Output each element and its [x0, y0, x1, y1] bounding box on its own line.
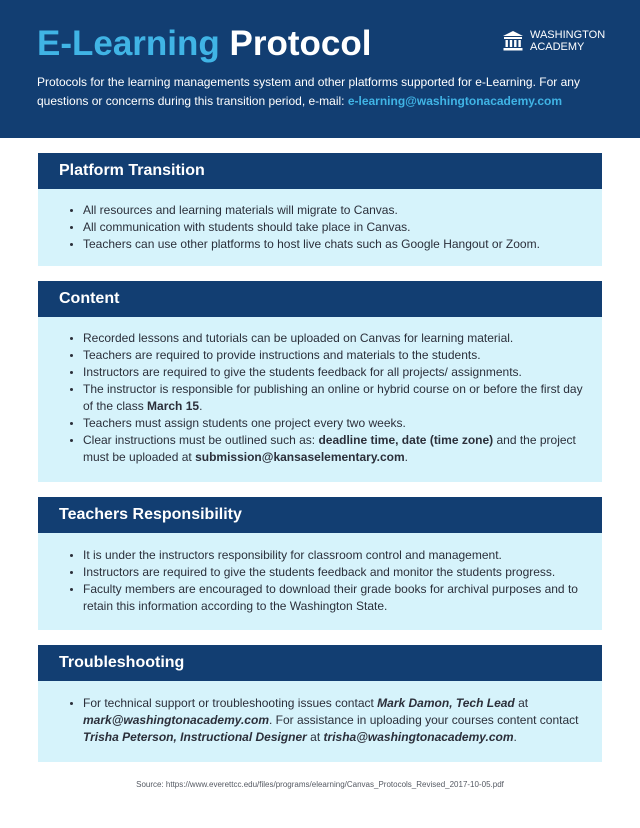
page-title: [37, 22, 371, 66]
item-bold: March 15: [147, 399, 200, 413]
list-item: • Teachers can use other platforms to host live chats such as Google Hangout or Zoom.: [83, 236, 586, 253]
section-title: Content: [38, 281, 602, 317]
bullet-list: [38, 317, 602, 466]
intro-text: Protocols for the learning managements system and other platforms supported for e-Learning. For any questions or concerns during this transition period, e-mail:: [37, 75, 580, 108]
item-text: Clear instructions must be outlined such as:: [83, 433, 319, 447]
section-title: Teachers Responsibility: [38, 497, 602, 533]
list-item: • All communication with students should take place in Canvas.: [83, 219, 586, 236]
list-item: [83, 432, 586, 466]
contact-name: Trisha Peterson, Instructional Designer: [83, 730, 307, 744]
list-item: [83, 381, 586, 415]
submission-email: submission@kansaselementary.com: [195, 450, 405, 464]
item-end: .: [404, 450, 408, 464]
section-title: Troubleshooting: [38, 645, 602, 681]
section-title: Platform Transition: [38, 153, 602, 189]
list-item: • Instructors are required to give the students feedback and monitor the students progress.: [83, 564, 586, 581]
list-item: • Teachers must assign students one project every two weeks.: [83, 415, 586, 432]
list-item: • Faculty members are encouraged to download their grade books for archival purposes and to retain this information according to the Washington State.: [83, 581, 586, 615]
section-teachers-responsibility: [38, 497, 602, 630]
item-text: at: [514, 696, 529, 710]
bullet-list: [38, 533, 602, 615]
contact-name: Mark Damon, Tech Lead: [377, 696, 515, 710]
item-end: .: [199, 399, 203, 413]
source-citation: Source: https://www.everettcc.edu/files/programs/elearning/Canvas_Protocols_Revised_2017-10-05.pdf: [136, 780, 504, 789]
page-header: [0, 0, 640, 138]
section-content: [38, 281, 602, 482]
list-item: • It is under the instructors responsibility for classroom control and management.: [83, 547, 586, 564]
logo-text: [530, 29, 605, 53]
section-platform-transition: [38, 153, 602, 266]
item-text: at: [306, 730, 324, 744]
intro-paragraph: [37, 73, 607, 111]
academy-logo: [502, 29, 605, 53]
item-text: For technical support or troubleshooting issues contact: [83, 696, 378, 710]
list-item: • Recorded lessons and tutorials can be uploaded on Canvas for learning material.: [83, 330, 586, 347]
item-text: and the project must be uploaded at: [83, 433, 576, 464]
contact-email: trisha@washingtonacademy.com: [323, 730, 514, 744]
building-columns-icon: [502, 30, 524, 52]
item-text: The instructor is responsible for publishing an online or hybrid course on or before the first day of the class: [83, 382, 583, 413]
list-item: • Teachers are required to provide instructions and materials to the students.: [83, 347, 586, 364]
list-item: • Instructors are required to give the students feedback for all projects/ assignments.: [83, 364, 586, 381]
title-main: Protocol: [229, 24, 372, 63]
logo-line-2: ACADEMY: [530, 41, 585, 53]
item-text: . For assistance in uploading your courses content contact: [268, 713, 579, 727]
title-highlight: E-Learning: [37, 24, 220, 63]
item-bold: deadline time, date (time zone): [318, 433, 494, 447]
section-troubleshooting: [38, 645, 602, 762]
contact-email: mark@washingtonacademy.com: [83, 713, 269, 727]
bullet-list: [38, 681, 602, 746]
contact-email-link[interactable]: e-learning@washingtonacademy.com: [347, 94, 563, 108]
item-end: .: [513, 730, 517, 744]
list-item: • All resources and learning materials will migrate to Canvas.: [83, 202, 586, 219]
logo-line-1: WASHINGTON: [530, 29, 606, 41]
list-item: [83, 695, 586, 746]
bullet-list: [38, 189, 602, 253]
